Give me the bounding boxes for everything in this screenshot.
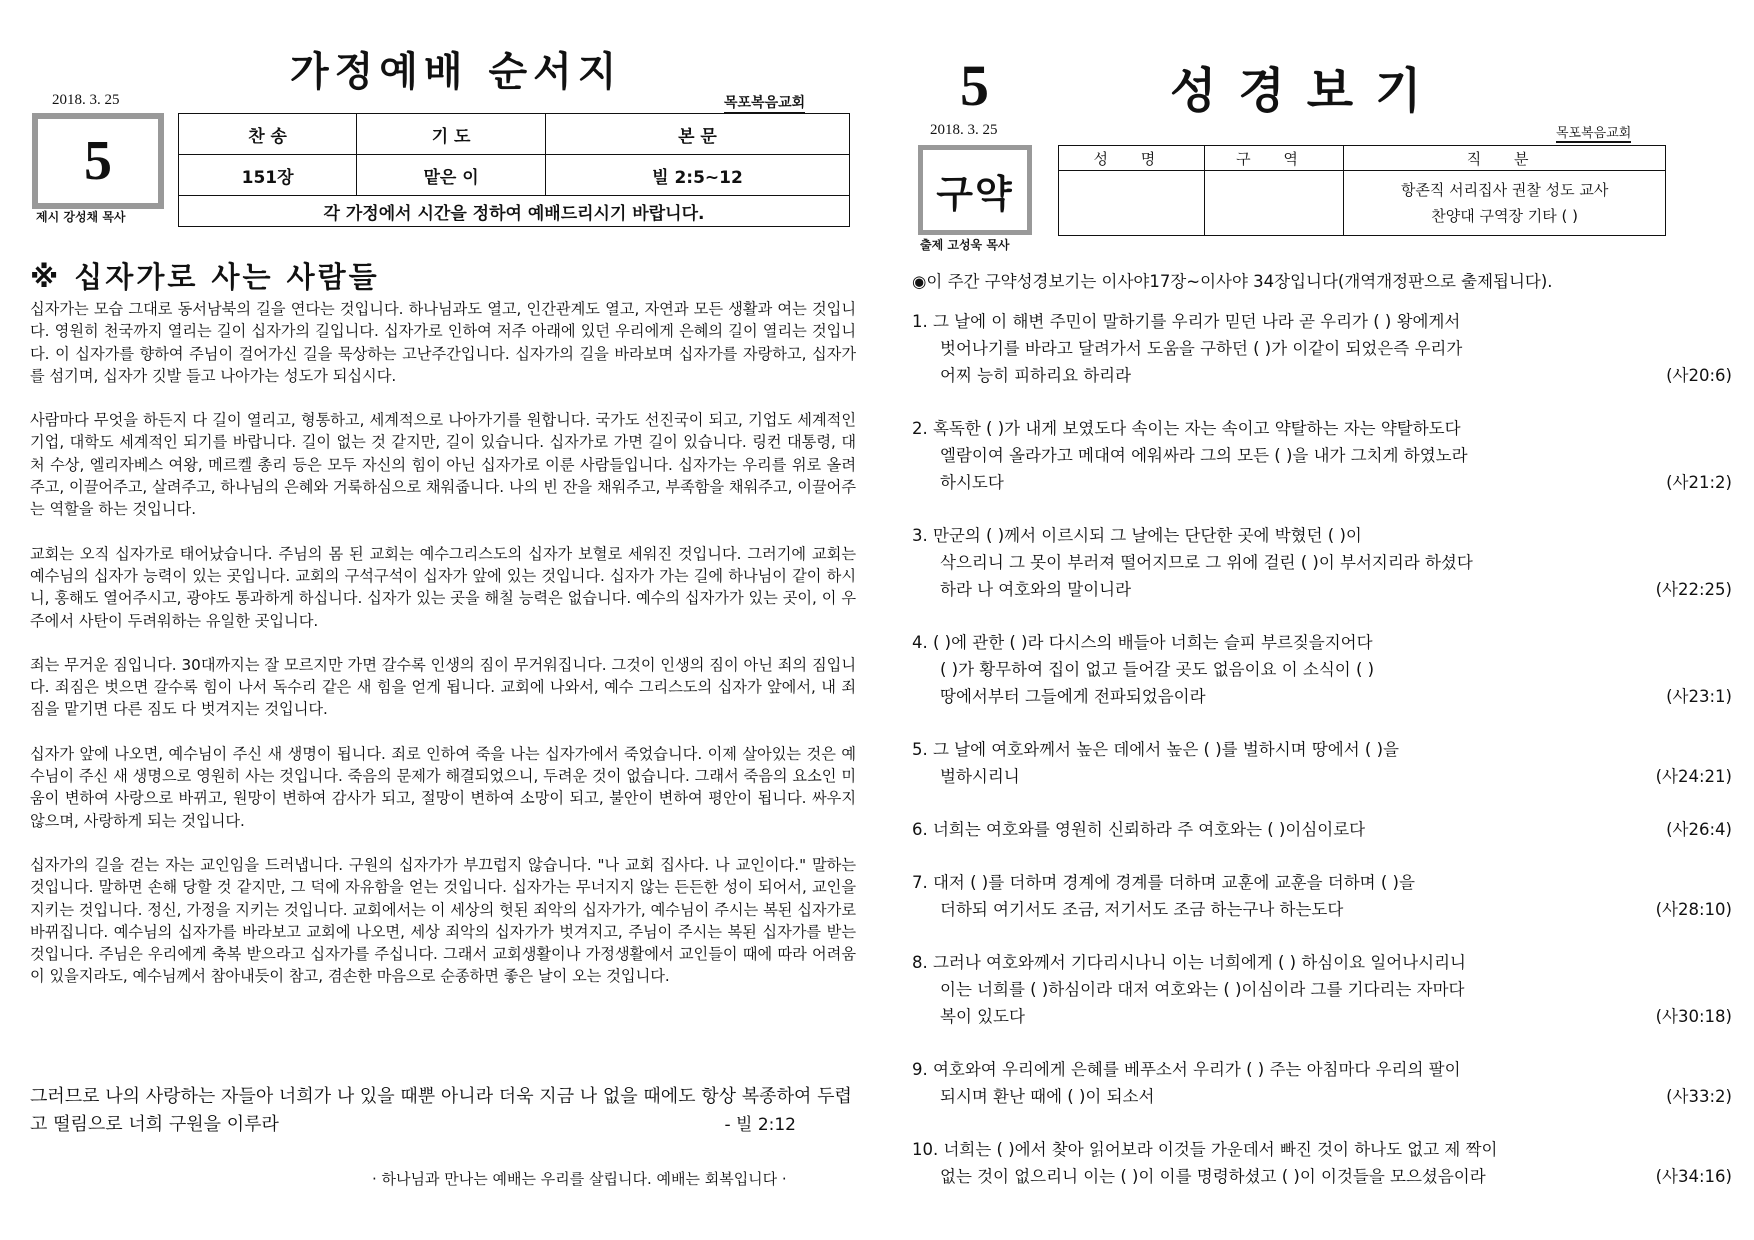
quiz-question	[912, 415, 1738, 496]
quiz-question	[912, 816, 1738, 843]
table-value-prayer: 맡은 이	[357, 155, 546, 196]
quiz-question-line: 1. 그 날에 이 해변 주민이 말하기를 우리가 믿던 나라 곧 우리가 ( ) 왕에게서	[912, 312, 1461, 331]
quiz-question-line: 8. 그러나 여호와께서 기다리시나니 이는 너희에게 ( ) 하심이요 일어나시리니	[912, 953, 1466, 972]
quiz-question	[912, 1136, 1738, 1190]
quiz-question-line: 3. 만군의 ( )께서 이르시되 그 날에는 단단한 곳에 박혔던 ( )이	[912, 526, 1362, 545]
quiz-question-line: 삭으리니 그 못이 부러져 떨어지므로 그 위에 걸린 ( )이 부서지리라 하셨다	[940, 553, 1473, 572]
quiz-question-line: 이는 너희를 ( )하심이라 대저 여호와는 ( )이심이라 그를 기다리는 자마다	[940, 980, 1465, 999]
quiz-question-line: 10. 너희는 ( )에서 찾아 읽어보라 이것들 가운데서 빠진 것이 하나도 없고 제 짝이	[912, 1140, 1498, 1159]
quiz-question-line: 되시며 환난 때에 ( )이 되소서	[940, 1087, 1155, 1106]
position-options-line1: 항존직 서리집사 권찰 성도 교사	[1400, 181, 1609, 199]
quiz-question	[912, 629, 1738, 710]
table-value-scripture: 빌 2:5~12	[545, 155, 849, 196]
sermon-paragraph: 십자가 앞에 나오면, 예수님이 주신 새 생명이 됩니다. 죄로 인하여 죽을 나는 십자가에서 죽었습니다. 이제 살아있는 것은 예수님이 주신 새 생명으로 영원히 사는 것입니다. 죽음의 문제가 해결되었으니, 두려운 것이 없습니다. 그래서 죽음의 요소인 미움이 변하여 사랑으로 바뀌고, 원망이 변하여 감사가 되고, 절망이 변하여 소망이 되고, 불안이 변하여 평안이 됩니다. 싸우지 않으며, 사랑하게 되는 것입니다.	[30, 744, 856, 830]
quiz-question-line: 땅에서부터 그들에게 전파되었음이라	[940, 687, 1206, 706]
sermon-paragraph: 사람마다 무엇을 하든지 다 길이 열리고, 형통하고, 세계적으로 나아가기를 원합니다. 국가도 선진국이 되고, 기업도 세계적인 기업, 대학도 세계적인 되기를 바랍니다. 길이 없는 것 같지만, 길이 있습니다. 십자가로 가면 길이 있습니다. 링컨 대통령, 대처 수상, 엘리자베스 여왕, 메르켈 총리 등은 모두 자신의 힘이 아닌 십자가로 이룬 사람들입니다. 십자가는 우리를 위로 올려주고, 이끌어주고, 살려주고, 하나님의 은혜와 거룩하심으로 채워줍니다. 나의 빈 잔을 채워주고, 부족함을 채워주고, 이끌어주는 역할을 하는 것입니다.	[30, 411, 856, 519]
closing-verse	[30, 1083, 856, 1139]
table-value-hymn: 151장	[179, 155, 357, 196]
quiz-question-line: 2. 혹독한 ( )가 내게 보였도다 속이는 자는 속이고 약탈하는 자는 약탈하도다	[912, 419, 1461, 438]
right-date: 2018. 3. 25	[930, 122, 998, 138]
right-issue-number: 5	[960, 53, 989, 118]
quiz-question-reference: (사24:21)	[1655, 767, 1732, 786]
right-church-name: 목포복음교회	[1556, 122, 1631, 143]
quiz-question-line: 하라 나 여호와의 말이니라	[940, 580, 1132, 599]
quiz-question-reference: (사21:2)	[1666, 473, 1732, 492]
quiz-question-reference: (사28:10)	[1655, 900, 1732, 919]
position-options[interactable]	[1344, 171, 1666, 236]
right-author: 출제 고성욱 목사	[920, 238, 1010, 252]
sermon-paragraph: 교회는 오직 십자가로 태어났습니다. 주님의 몸 된 교회는 예수그리스도의 십자가 보혈로 세워진 것입니다. 그러기에 교회는 예수님의 십자가 능력이 있는 곳입니다. 교회의 구석구석이 십자가 앞에 있는 것입니다. 십자가 가는 길에 하나님이 같이 하시니, 홍해도 열어주시고, 광야도 통과하게 하십니다. 십자가 있는 곳을 해칠 능력은 없습니다. 예수의 십자가가 있는 곳이, 이 우주에서 사탄이 두려워하는 유일한 곳입니다.	[30, 544, 856, 630]
sermon-paragraph: 십자가는 모습 그대로 동서남북의 길을 연다는 것입니다. 하나님과도 열고, 인간관계도 열고, 자연과 모든 생활과 여는 것입니다. 영원히 천국까지 열리는 길이 십자가의 길입니다. 십자가로 인하여 저주 아래에 있던 우리에게 은혜의 길이 열리는 것입니다. 이 십자가를 향하여 주님이 걸어가신 길을 묵상하는 고난주간입니다. 십자가의 길을 바라보며 십자가를 자랑하고, 십자가를 섬기며, 십자가 깃발 들고 나아가는 성도가 되십시다.	[30, 300, 856, 385]
quiz-question-reference: (사34:16)	[1655, 1167, 1732, 1186]
quiz-question	[912, 736, 1738, 790]
closing-verse-reference: - 빌 2:12	[724, 1115, 796, 1135]
quiz-question-reference: (사26:4)	[1666, 820, 1732, 839]
name-field[interactable]	[1059, 171, 1205, 236]
left-church-name: 목포복음교회	[724, 92, 805, 114]
sermon-body	[30, 298, 856, 1010]
quiz-question-line: 엘람이여 올라가고 메대여 에워싸라 그의 모든 ( )을 내가 그치게 하였노라	[940, 446, 1468, 465]
header-district: 구 역	[1204, 146, 1344, 171]
header-name: 성 명	[1059, 146, 1205, 171]
quiz-question	[912, 869, 1738, 923]
quiz-question-line: ( )가 황무하여 집이 없고 들어갈 곳도 없음이요 이 소식이 ( )	[940, 660, 1375, 679]
left-date: 2018. 3. 25	[52, 92, 120, 108]
quiz-intro: ◉이 주간 구약성경보기는 이사야17장~이사야 34장입니다(개역개정판으로 출제됩니다).	[912, 272, 1553, 291]
quiz-question-line: 어찌 능히 피하리요 하리라	[940, 366, 1132, 385]
worship-order-table	[178, 113, 850, 227]
sermon-paragraph: 죄는 무거운 짐입니다. 30대까지는 잘 모르지만 가면 갈수록 인생의 짐이 무거워집니다. 그것이 인생의 짐이 아닌 죄의 짐입니다. 죄짐은 벗으면 갈수록 힘이 나서 독수리 같은 새 힘을 얻게 됩니다. 교회에 나와서, 예수 그리스도의 십자가 앞에서, 내 죄짐을 맡기면 다른 짐도 다 벗겨지는 것입니다.	[30, 655, 856, 719]
old-testament-label: 구약	[918, 145, 1032, 235]
header-position: 직 분	[1344, 146, 1666, 171]
quiz-question	[912, 522, 1738, 603]
table-note: 각 가정에서 시간을 정하여 예배드리시기 바랍니다.	[179, 196, 850, 227]
left-footer: · 하나님과 만나는 예배는 우리를 살립니다. 예배는 회복입니다 ·	[372, 1170, 787, 1188]
quiz-question-line: 더하되 여기서도 조금, 저기서도 조금 하는구나 하는도다	[940, 900, 1344, 919]
quiz-question-reference: (사23:1)	[1666, 687, 1732, 706]
quiz-question-reference: (사22:25)	[1655, 580, 1732, 599]
table-header-hymn: 찬 송	[179, 114, 357, 155]
quiz-question-line: 4. ( )에 관한 ( )라 다시스의 배들아 너희는 슬피 부르짖을지어다	[912, 633, 1373, 652]
quiz-question-line: 없는 것이 없으리니 이는 ( )이 이를 명령하셨고 ( )이 이것들을 모으셨음이라	[940, 1167, 1486, 1186]
table-header-prayer: 기 도	[357, 114, 546, 155]
right-page-title: 성경보기	[1170, 63, 1444, 119]
quiz-question-line: 7. 대저 ( )를 더하며 경계에 경계를 더하며 교훈에 교훈을 더하며 ( )을	[912, 873, 1415, 892]
quiz-questions	[912, 308, 1738, 1216]
quiz-question-line: 6. 너희는 여호와를 영원히 신뢰하라 주 여호와는 ( )이심이로다	[912, 820, 1366, 839]
left-page-title: 가정예배 순서지	[290, 49, 623, 95]
quiz-question-reference: (사33:2)	[1666, 1087, 1732, 1106]
quiz-question	[912, 308, 1738, 389]
left-author: 제시 강성채 목사	[36, 210, 126, 224]
quiz-question-line: 5. 그 날에 여호와께서 높은 데에서 높은 ( )를 벌하시며 땅에서 ( )을	[912, 740, 1399, 759]
quiz-question-line: 하시도다	[940, 473, 1004, 492]
quiz-question-reference: (사30:18)	[1655, 1007, 1732, 1026]
respondent-info-table	[1058, 145, 1666, 236]
table-header-scripture: 본 문	[545, 114, 849, 155]
quiz-question-line: 벌하시리니	[940, 767, 1020, 786]
sermon-heading: ※ 십자가로 사는 사람들	[30, 260, 380, 294]
quiz-question	[912, 1056, 1738, 1110]
quiz-question-reference: (사20:6)	[1666, 366, 1732, 385]
quiz-question	[912, 949, 1738, 1030]
left-issue-number: 5	[32, 113, 164, 209]
closing-verse-text: 그러므로 나의 사랑하는 자들아 너희가 나 있을 때뿐 아니라 더욱 지금 나 없을 때에도 항상 복종하여 두렵고 떨림으로 너희 구원을 이루라	[30, 1086, 852, 1135]
quiz-question-line: 복이 있도다	[940, 1007, 1025, 1026]
quiz-question-line: 9. 여호와여 우리에게 은혜를 베푸소서 우리가 ( ) 주는 아침마다 우리의 팔이	[912, 1060, 1461, 1079]
sermon-paragraph: 십자가의 길을 걷는 자는 교인임을 드러냅니다. 구원의 십자가가 부끄럽지 않습니다. "나 교회 집사다. 나 교인이다." 말하는 것입니다. 말하면 손해 당할 것 같지만, 그 덕에 자유함을 얻는 것입니다. 십자가는 무너지지 않는 든든한 성이 되어서, 교인을 지키는 것입니다. 정신, 가정을 지키는 것입니다. 교회에서는 이 세상의 헛된 죄악의 십자가가, 예수님이 주시는 복된 십자가로 바뀌집니다. 예수님의 십자가를 바라보고 교회에 나오면, 세상 죄악의 십자가가 벗겨지고, 주님이 주시는 복된 십자가를 받는 것입니다. 주님은 우리에게 축복 받으라고 십자가를 주십니다. 그래서 교회생활이나 가정생활에서 교인들이 때에 따라 어려움이 있을지라도, 예수님께서 참아내듯이 참고, 겸손한 마음으로 순종하면 좋은 날이 오는 것입니다.	[30, 855, 856, 986]
quiz-question-line: 벗어나기를 바라고 달려가서 도움을 구하던 ( )가 이같이 되었은즉 우리가	[940, 339, 1463, 358]
position-options-line2: 찬양대 구역장 기타 ( )	[1431, 207, 1578, 225]
district-field[interactable]	[1204, 171, 1344, 236]
